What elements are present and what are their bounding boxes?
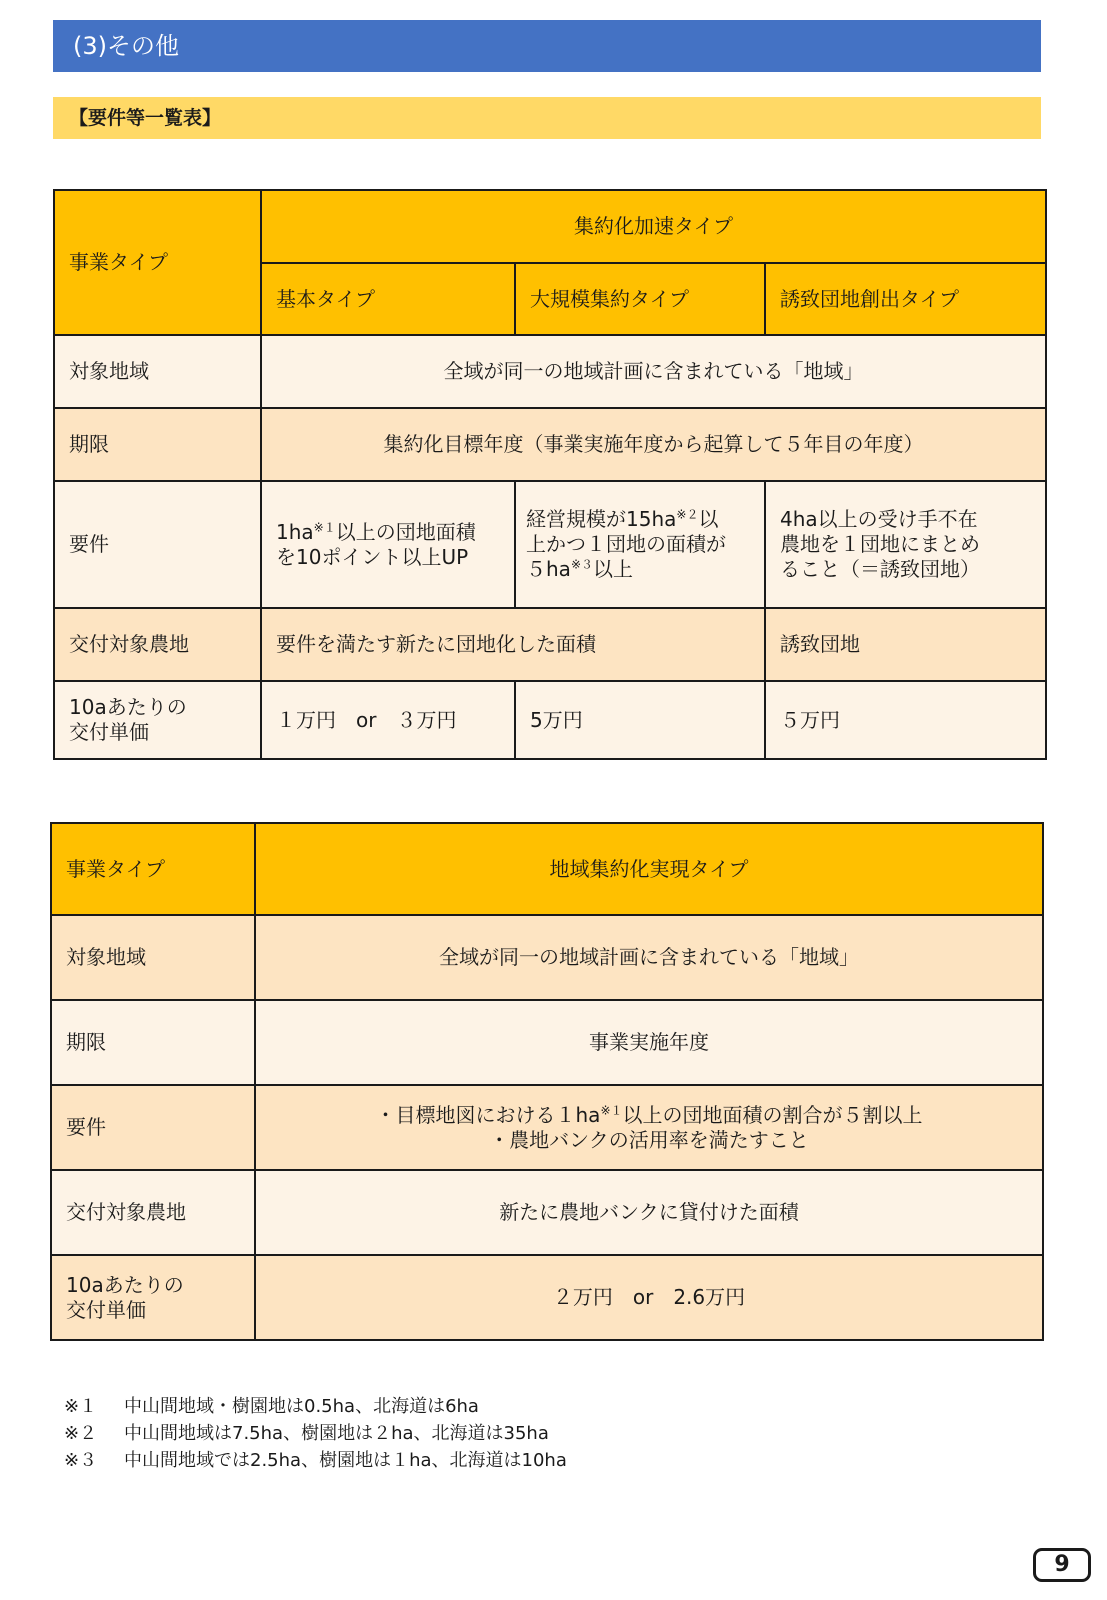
price-large-scale: 5万円 (515, 681, 765, 759)
footnote-item (64, 1447, 567, 1474)
page-number: 9 (1033, 1548, 1091, 1582)
footnote-item (64, 1393, 567, 1420)
price-invited-cluster: ５万円 (765, 681, 1046, 759)
requirements-table-acceleration (53, 189, 1047, 760)
subtype-large-scale: 大規模集約タイプ (515, 263, 765, 335)
req-large-text: 以上 (593, 557, 633, 581)
grant-land-value: 要件を満たす新たに団地化した面積 (261, 608, 765, 681)
req-basic-text: 以上の団地面積 (335, 519, 476, 544)
deadline-label: 期限 (54, 408, 261, 481)
req-text: ・目標地図における１ha (375, 1102, 601, 1127)
unit-price-label-line: 交付単価 (66, 1297, 146, 1322)
type-label: 事業タイプ (69, 250, 168, 274)
price-value: ２万円 or 2.6万円 (255, 1255, 1043, 1340)
footnote-mark: ※３ (64, 1450, 98, 1471)
req-large-text: 経営規模が15ha (526, 507, 677, 531)
deadline-label: 期限 (51, 1000, 255, 1085)
unit-price-label (54, 681, 261, 759)
deadline-value: 事業実施年度 (255, 1000, 1043, 1085)
target-area-value: 全域が同一の地域計画に含まれている「地域」 (261, 335, 1046, 408)
req-basic-text: 1ha (276, 519, 314, 544)
type-label: 事業タイプ (51, 823, 255, 915)
requirements-value (255, 1085, 1043, 1170)
req-large-text: 上かつ１団地の面積が (526, 532, 726, 556)
requirement-invited-cluster (765, 481, 1046, 608)
req-invite-text: 農地を１団地にまとめ (780, 532, 980, 556)
requirement-basic (261, 481, 515, 608)
requirement-large-scale (515, 481, 765, 608)
req-text: ・農地バンクの活用率を満たすこと (489, 1127, 809, 1152)
unit-price-label-line: 10aあたりの (66, 1272, 184, 1297)
group-header: 集約化加速タイプ (574, 214, 733, 238)
footnote-mark: ※２ (64, 1423, 98, 1444)
grant-land-label: 交付対象農地 (54, 608, 261, 681)
subheading: 【要件等一覧表】 (53, 97, 1041, 139)
requirements-label: 要件 (51, 1085, 255, 1170)
target-area-value: 全域が同一の地域計画に含まれている「地域」 (255, 915, 1043, 1000)
footnote-ref: ※１ (600, 1102, 623, 1117)
unit-price-label-line: 10aあたりの (69, 695, 187, 719)
target-area-label: 対象地域 (54, 335, 261, 408)
footnote-item (64, 1420, 567, 1447)
grant-land-invited: 誘致団地 (765, 608, 1046, 681)
footnote-mark: ※１ (64, 1396, 98, 1417)
footnote-ref: ※２ (676, 507, 699, 522)
unit-price-label-line: 交付単価 (69, 720, 149, 744)
requirements-table-realization (50, 822, 1044, 1341)
req-large-text: ５ha (526, 557, 571, 581)
price-basic: １万円 or ３万円 (261, 681, 515, 759)
req-basic-text: を10ポイント以上UP (276, 544, 469, 569)
unit-price-label (51, 1255, 255, 1340)
footnote-text: 中山間地域は7.5ha、樹園地は２ha、北海道は35ha (124, 1423, 549, 1444)
requirements-label: 要件 (54, 481, 261, 608)
footnote-text: 中山間地域では2.5ha、樹園地は１ha、北海道は10ha (124, 1450, 567, 1471)
section-title: (3)その他 (53, 20, 1041, 72)
group-header-cell (261, 190, 1046, 263)
req-invite-text: 4ha以上の受け手不在 (780, 507, 978, 531)
grant-land-value: 新たに農地バンクに貸付けた面積 (255, 1170, 1043, 1255)
footnotes (64, 1393, 567, 1474)
req-invite-text: ること（＝誘致団地） (780, 557, 980, 581)
type-value: 地域集約化実現タイプ (255, 823, 1043, 915)
type-label-cell (54, 190, 261, 335)
req-large-text: 以 (698, 507, 719, 531)
footnote-ref: ※３ (570, 557, 593, 572)
req-text: 以上の団地面積の割合が５割以上 (622, 1102, 923, 1127)
deadline-value: 集約化目標年度（事業実施年度から起算して５年目の年度） (261, 408, 1046, 481)
subtype-basic: 基本タイプ (261, 263, 515, 335)
footnote-ref: ※１ (313, 519, 336, 534)
grant-land-label: 交付対象農地 (51, 1170, 255, 1255)
footnote-text: 中山間地域・樹園地は0.5ha、北海道は6ha (124, 1396, 479, 1417)
subtype-invited-cluster: 誘致団地創出タイプ (765, 263, 1046, 335)
target-area-label: 対象地域 (51, 915, 255, 1000)
